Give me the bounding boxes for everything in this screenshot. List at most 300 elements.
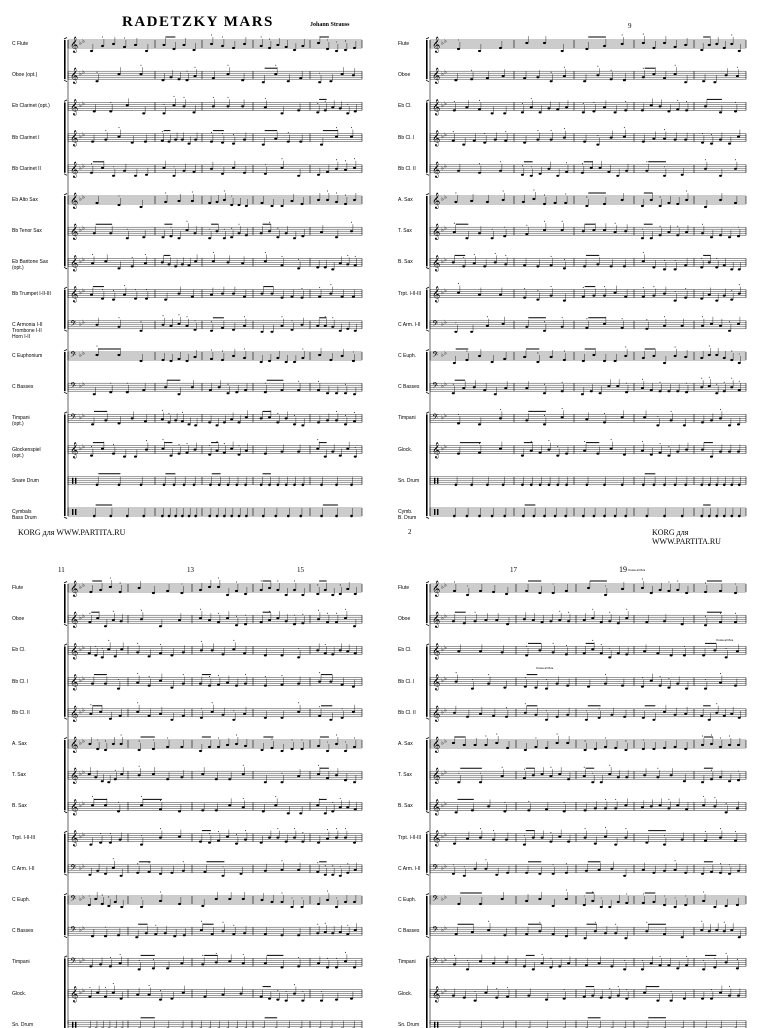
note-head [700,49,703,51]
staccato-dot [535,738,536,739]
bass-clef-icon: 𝄢 [70,382,77,393]
note-head [331,451,334,453]
note-head [281,325,284,327]
note-head [281,112,284,114]
note-head [89,591,92,593]
note-head [567,962,570,964]
note-head [281,167,284,169]
staccato-dot [643,894,644,895]
note-head [676,108,679,110]
instrument-label: Bb Clarinet II [12,166,62,172]
note-head [268,360,271,362]
note-head [650,680,653,682]
bracket-hook [64,330,67,332]
note-head [684,264,687,266]
note-head [594,807,597,809]
note-head [642,260,645,262]
note-head [183,484,186,487]
note-head [452,873,455,875]
note-head [238,515,241,518]
note-head [457,781,460,783]
note-head [667,231,670,233]
note-head [166,590,169,592]
note-head [344,750,347,752]
note-head [346,263,349,265]
note-head [614,231,617,233]
note-head [453,712,456,714]
note-head [178,200,181,202]
note-head [501,775,504,777]
note-head [621,199,624,201]
note-head [642,748,645,750]
note-head [495,742,498,744]
flat-icon: ♭ [79,383,82,390]
note-head [736,75,739,77]
note-head [652,719,655,721]
note-head [331,106,334,108]
note-head [281,297,284,299]
instrument-label: B. Sax [398,259,424,265]
note-head [455,811,458,813]
treble-clef-icon: 𝄞 [70,99,78,115]
staccato-dot [218,675,219,676]
note-head [221,359,224,361]
note-head [131,265,134,267]
note-head [93,393,96,395]
note-head [470,331,473,333]
staccato-dot [92,796,93,797]
treble-clef-icon: 𝄞 [432,443,440,459]
staccato-dot [91,163,92,164]
note-head [339,455,342,457]
bracket-hook [426,738,429,740]
note-head [728,236,731,238]
note-head [291,748,294,750]
note-head [585,870,588,872]
note-head [558,965,561,967]
note-head [614,292,617,294]
staff [430,1018,746,1028]
treble-clef-icon: 𝄞 [432,37,440,53]
note-head [227,392,230,394]
staccato-dot [720,613,721,614]
note-head [320,231,323,233]
note-head [462,387,465,389]
note-head [556,683,559,685]
bass-clef-icon: 𝄢 [70,864,77,875]
note-head [346,448,349,450]
staccato-dot [525,703,526,704]
staccato-dot [127,383,128,384]
note-head [173,484,176,487]
note-head [547,107,550,109]
staccato-dot [355,447,356,448]
note-head [301,297,304,299]
note-head [491,112,494,114]
note-head [281,389,284,391]
instrument-label: A. Sax [398,197,424,203]
staff [430,34,746,54]
treble-clef-icon: 𝄞 [70,224,78,240]
note-head [193,49,196,51]
note-head [297,775,300,777]
note-head [301,841,304,843]
note-head [728,873,731,875]
staccato-dot [584,767,585,768]
note-head [538,898,541,900]
staccato-dot [298,259,299,260]
note-head [287,515,290,518]
staccato-dot [711,735,712,736]
instrument-label: Bb Cl. II [398,710,424,716]
note-head [271,293,274,295]
note-head [94,776,97,778]
flat-icon: ♭ [82,69,85,76]
bracket-hook [64,894,67,896]
bracket-hook [64,100,67,102]
note-head [208,237,211,239]
note-head [547,168,550,170]
note-head [228,804,231,806]
staccato-dot [711,134,712,135]
note-head [676,234,679,236]
flat-icon: ♭ [79,646,82,653]
staccato-dot [537,130,538,131]
measure-number: 11 [58,566,65,574]
staccato-dot [236,582,237,583]
note-head [260,232,263,234]
staccato-dot [531,441,532,442]
note-head [556,455,559,457]
percussion-clef-icon [437,478,438,484]
note-head [583,652,586,654]
score-page-4 [396,562,758,1024]
note-head [543,423,546,425]
note-head [186,229,189,231]
staccato-dot [559,611,560,612]
staff-bracket [426,646,428,716]
note-head [539,173,542,175]
staccato-dot [488,921,489,922]
note-head [603,515,606,518]
note-head [674,869,677,871]
note-head [96,748,99,750]
note-head [316,266,319,268]
staccato-dot [643,252,644,253]
note-head [140,618,143,620]
note-head [317,174,320,176]
flat-icon: ♭ [441,290,444,297]
note-head [104,935,107,937]
staccato-dot [525,677,526,678]
note-head [663,711,666,713]
note-head [183,44,186,46]
staccato-dot [233,640,234,641]
note-head [538,873,541,875]
note-head [159,625,162,627]
note-head [676,967,679,969]
staccato-dot [729,736,730,737]
bracket-hook [426,392,429,394]
note-head [465,106,468,108]
note-head [326,838,329,840]
flat-icon: ♭ [82,800,85,807]
note-head [166,746,169,748]
flat-icon: ♭ [444,194,447,201]
flat-icon: ♭ [444,100,447,107]
note-head [719,682,722,684]
staccato-dot [342,708,343,709]
staccato-dot [228,97,229,98]
note-head [561,229,564,231]
note-head [585,327,588,329]
note-head [550,139,553,141]
ossia-direction: Ossia all 8va [536,666,553,670]
note-head [625,170,628,172]
note-head [194,329,197,331]
note-head [530,484,533,487]
note-head [216,201,219,203]
staccato-dot [533,190,534,191]
note-head [285,361,288,363]
note-head [621,416,624,418]
staccato-dot [102,895,103,896]
note-head [625,776,628,778]
note-head [227,105,230,107]
note-head [501,898,504,900]
staccato-dot [294,984,295,985]
note-head [725,961,728,963]
staccato-dot [347,925,348,926]
note-head [208,619,211,621]
instrument-label: Flute [12,585,62,591]
note-head [585,719,588,721]
note-head [719,451,722,453]
staccato-dot [702,736,703,737]
staff [68,65,362,85]
staccato-dot [586,318,587,319]
note-head [316,649,319,651]
staff [430,65,746,85]
note-head [88,652,91,654]
note-head [354,110,357,112]
note-head [499,448,502,450]
staccato-dot [605,827,606,828]
note-head [708,484,711,487]
note-head [734,685,737,687]
staccato-dot [184,97,185,98]
note-head [339,107,342,109]
note-head [221,45,224,47]
note-head [667,390,670,392]
treble-clef-icon: 𝄞 [432,987,440,1003]
staccato-dot [720,409,721,410]
note-head [463,997,466,999]
note-head [539,452,542,454]
note-head [534,687,537,689]
note-head [561,326,564,328]
instrument-label: C Euph. [12,897,62,903]
note-head [614,111,617,113]
note-head [215,898,218,900]
flat-icon: ♭ [441,927,444,934]
percussion-clef-icon [72,1022,73,1028]
percussion-clef-icon [75,1022,76,1028]
note-head [242,962,245,964]
staff-bracket [64,352,66,391]
note-head [667,455,670,457]
note-head [676,203,679,205]
staccato-dot [599,708,600,709]
staff [430,98,746,116]
note-head [704,206,707,208]
flat-icon: ♭ [82,613,85,620]
staff-bracket [426,584,428,623]
staccato-dot [671,411,672,412]
note-head [723,264,726,266]
staccato-dot [735,831,736,832]
flat-icon: ♭ [441,321,444,328]
note-head [178,619,181,621]
note-head [208,421,211,423]
treble-clef-icon: 𝄞 [432,831,440,847]
staccato-dot [163,315,164,316]
note-head [676,804,679,806]
staff-bracket [426,740,428,810]
note-head [104,873,107,875]
staccato-dot [548,440,549,441]
score-page-1 [10,8,365,544]
note-head [466,515,469,518]
staccato-dot [467,960,468,961]
staccato-dot [737,959,738,960]
staccato-dot [110,578,111,579]
bass-clef-icon: 𝄢 [432,413,439,424]
note-head [208,515,211,518]
flat-icon: ♭ [444,707,447,714]
note-head [659,452,662,454]
note-head [623,875,626,877]
staccato-dot [487,316,488,317]
note-head [91,935,94,937]
note-head [563,267,566,269]
note-head [676,390,679,392]
note-head [243,325,246,327]
note-head [161,261,164,263]
treble-clef-icon: 𝄞 [432,737,440,753]
staff [68,346,362,364]
note-head [335,50,338,52]
note-head [350,515,353,518]
note-head [502,199,505,201]
note-head [719,417,722,419]
note-head [109,515,112,518]
note-head [484,744,487,746]
note-head [199,589,202,591]
note-head [608,656,611,658]
note-head [232,719,235,721]
staccato-dot [124,38,125,39]
bracket-hook [426,174,429,176]
note-head [523,142,526,144]
note-head [478,452,481,454]
note-head [329,359,332,361]
note-head [617,622,620,624]
note-head [276,589,279,591]
bass-clef-icon: 𝄢 [432,320,439,331]
staccato-dot [625,828,626,829]
note-head [684,356,687,358]
treble-clef-icon: 𝄞 [432,675,440,691]
note-head [301,203,304,205]
note-head [208,586,211,588]
staccato-dot [345,609,346,610]
note-head [244,683,247,685]
note-head [161,515,164,518]
note-head [285,484,288,487]
note-head [710,456,713,458]
note-head [478,50,481,52]
note-head [268,619,271,621]
note-head [525,590,528,592]
staccato-dot [294,828,295,829]
note-head [293,237,296,239]
bracket-hook [64,38,67,40]
note-head [621,685,624,687]
staccato-dot [544,195,545,196]
staccato-dot [277,990,278,991]
note-head [138,587,141,589]
staccato-dot [566,890,567,891]
note-head [235,843,238,845]
note-head [478,108,481,110]
note-head [297,175,300,177]
staccato-dot [137,673,138,674]
note-head [135,936,138,938]
note-head [719,139,722,141]
note-head [503,810,506,812]
note-head [209,389,212,391]
flat-icon: ♭ [441,446,444,453]
staccato-dot [592,892,593,893]
note-head [725,811,728,813]
bracket-hook [426,811,429,813]
note-head [652,355,655,357]
staccato-dot [664,835,665,836]
flat-icon: ♭ [82,644,85,651]
note-head [492,715,495,717]
instrument-label: Trpt. I-II-III [398,291,424,297]
note-head [118,73,121,75]
note-head [104,804,107,806]
note-head [88,874,91,876]
note-head [126,104,129,106]
note-head [641,109,644,111]
staccato-dot [625,741,626,742]
score-canvas [396,562,758,1024]
note-head [681,325,684,327]
note-head [277,484,280,487]
note-head [558,619,561,621]
staccato-dot [223,922,224,923]
staccato-dot [624,960,625,961]
note-head [281,781,284,783]
staccato-dot [118,802,119,803]
staccato-dot [325,923,326,924]
note-head [208,842,211,844]
note-head [734,168,737,170]
note-head [276,236,279,238]
